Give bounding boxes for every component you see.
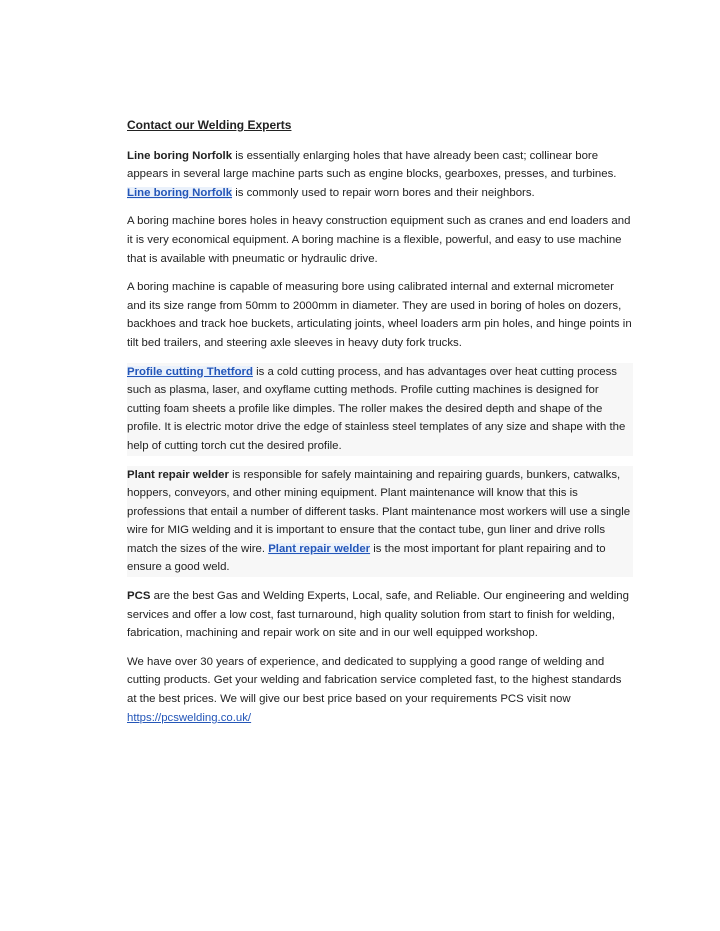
paragraph-bore-measuring xyxy=(127,278,633,352)
paragraph-profile-cutting xyxy=(127,363,633,456)
bold-term-line-boring: Line boring Norfolk xyxy=(127,149,233,162)
paragraph-text: are the best Gas and Welding Experts, Local, safe, and Reliable. Our engineering and welding services and offer a low cost, fast turnaround, high quality solution from start to finish for welding, fabrication, machining and repair work on site and in our well equipped workshop. xyxy=(127,590,629,640)
document-page xyxy=(127,116,633,737)
paragraph-text: We have over 30 years of experience, and dedicated to supplying a good range of welding and cutting products. Get your welding and fabrication service completed fast, to the highest standards at the best prices. We will give our best price based on your requirements PCS visit now xyxy=(127,655,622,706)
link-profile-cutting-thetford[interactable]: Profile cutting Thetford xyxy=(127,365,253,378)
paragraph-text: A boring machine is capable of measuring bore using calibrated internal and external micrometer and its size range from 50mm to 2000mm in diameter. They are used in boring of holes on dozers, backhoes and track hoe buckets, articulating joints, wheel loaders arm pin holes, and hinge points in tilt bed trailers, and steering axle sleeves in heavy duty fork trucks. xyxy=(127,281,632,349)
paragraph-text: is responsible for safely maintaining and repairing guards, bunkers, catwalks, hoppers, conveyors, and other mining equipment. Plant maintenance will know that this is professions that entail a number of different tasks. Plant maintenance most workers will use a single wire for MIG welding and it is important to ensure that the contact tube, gun liner and drive rolls match the sizes of the wire. xyxy=(127,468,631,555)
link-plant-repair-welder[interactable]: Plant repair welder xyxy=(268,542,371,555)
link-pcswelding-url[interactable]: https://pcswelding.co.uk/ xyxy=(127,711,252,724)
paragraph-line-boring xyxy=(127,147,633,203)
bold-term-pcs: PCS xyxy=(127,590,151,603)
paragraph-text: is commonly used to repair worn bores and their neighbors. xyxy=(232,186,535,199)
paragraph-pcs xyxy=(127,587,633,643)
paragraph-text: A boring machine bores holes in heavy construction equipment such as cranes and end loaders and it is very economical equipment. A boring machine is a flexible, powerful, and easy to use machine that is available with pneumatic or hydraulic drive. xyxy=(127,215,631,265)
paragraph-text: is a cold cutting process, and has advantages over heat cutting process such as plasma, laser, and oxyflame cutting methods. Profile cutting machines is designed for cutting foam sheets a profile like dimples. The roller makes the desired depth and shape of the profile. It is electric motor drive the edge of stainless steel templates of any size and shape with the help of cutting torch cut the desired profile. xyxy=(127,365,626,452)
page-title: Contact our Welding Experts xyxy=(127,118,292,132)
paragraph-boring-machine xyxy=(127,212,633,268)
bold-term-plant-repair: Plant repair welder xyxy=(127,468,229,481)
paragraph-plant-repair xyxy=(127,466,633,578)
paragraph-text: is essentially enlarging holes that have already been cast; collinear bore appears in several large machine parts such as engine blocks, gearboxes, presses, and turbines. xyxy=(127,149,617,181)
link-line-boring-norfolk[interactable]: Line boring Norfolk xyxy=(127,186,233,199)
paragraph-experience xyxy=(127,653,633,727)
paragraph-text: is the most important for plant repairing and to ensure a good weld. xyxy=(127,542,606,574)
